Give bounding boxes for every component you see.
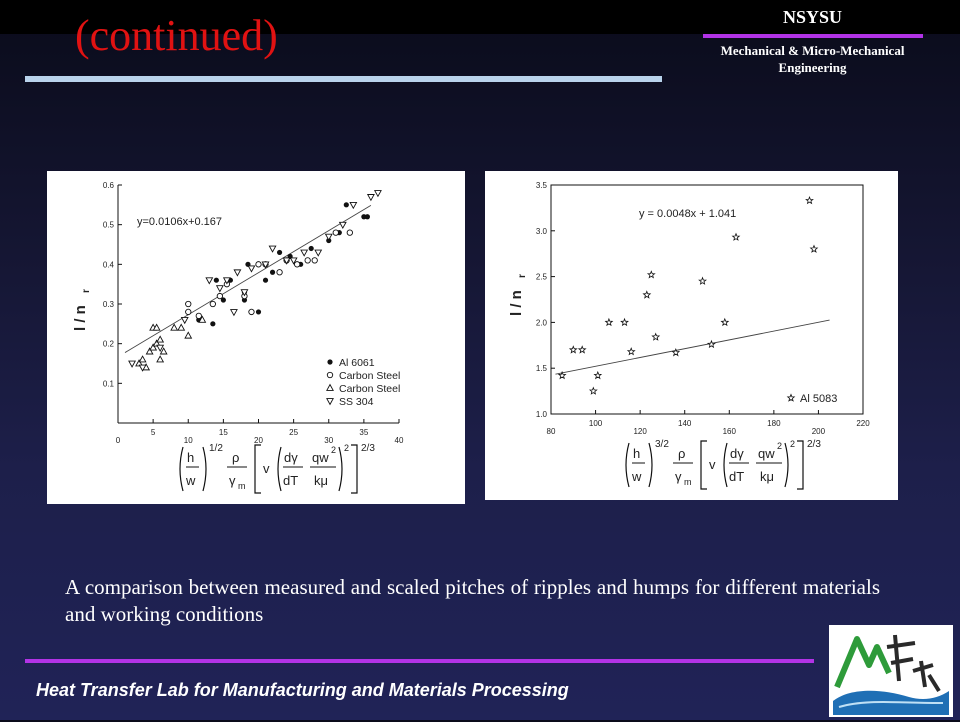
- x-tick-label: 80: [546, 427, 556, 436]
- data-point: [129, 361, 135, 367]
- x-tick-label: 15: [218, 428, 228, 437]
- data-point: [788, 395, 795, 401]
- fit-equation: y=0.0106x+0.167: [137, 216, 223, 228]
- fit-line: [555, 320, 829, 374]
- y-tick-label: 2.0: [535, 318, 547, 328]
- data-point: [309, 246, 314, 251]
- x-tick-label: 30: [324, 436, 334, 445]
- xlabel-exponent-1: 1/2: [209, 443, 223, 454]
- data-point: [234, 270, 240, 276]
- data-point: [333, 230, 338, 235]
- data-point: [248, 266, 254, 272]
- legend-label: SS 304: [339, 396, 374, 408]
- data-point: [217, 286, 223, 292]
- data-point: [157, 356, 163, 362]
- xlabel-kmu: kμ: [314, 473, 328, 488]
- x-tick-label: 180: [767, 419, 781, 428]
- institution-divider: [703, 34, 923, 38]
- data-point: [344, 202, 349, 207]
- chart-panel-right: [485, 171, 898, 500]
- xlabel-gamma: γ: [229, 473, 236, 488]
- data-point: [579, 346, 586, 352]
- data-point: [139, 356, 145, 362]
- y-tick-label: 0.5: [102, 220, 114, 230]
- data-point: [590, 388, 597, 394]
- footer-divider: [25, 659, 814, 663]
- data-point: [375, 191, 381, 197]
- xlabel-qw-exponent: 2: [331, 445, 337, 455]
- data-point: [196, 313, 201, 318]
- xlabel-paren-left: [180, 447, 183, 491]
- legend-label: Carbon Steel: [339, 383, 401, 395]
- data-point: [171, 324, 177, 330]
- xlabel-paren-left: [626, 443, 629, 487]
- data-point: [327, 399, 333, 405]
- xlabel-v: v: [709, 457, 716, 472]
- xlabel-gamma-sub: m: [684, 477, 692, 487]
- data-point: [277, 270, 282, 275]
- xlabel-w: w: [632, 469, 642, 484]
- data-point: [570, 346, 577, 352]
- xlabel-qw: qw: [758, 446, 775, 461]
- xlabel-paren-right-2: [785, 443, 788, 487]
- xlabel-bracket-left: [701, 441, 707, 489]
- xlabel-rho: ρ: [232, 450, 240, 465]
- chart-right: [485, 171, 898, 500]
- data-point: [628, 348, 635, 354]
- xlabel-bracket-left: [255, 445, 261, 493]
- chart-panel-left: [47, 171, 465, 504]
- data-point: [249, 309, 254, 314]
- y-axis-label: [508, 274, 528, 316]
- legend-label: Carbon Steel: [339, 370, 401, 382]
- y-tick-label: 3.5: [535, 181, 547, 190]
- department-line-2: Engineering: [778, 60, 847, 75]
- xlabel-paren-left-2: [724, 443, 727, 487]
- data-point: [368, 195, 374, 201]
- y-axis-label-text: l / n: [72, 305, 89, 331]
- data-point: [263, 278, 268, 283]
- data-point: [347, 230, 352, 235]
- data-point: [312, 258, 317, 263]
- data-point: [210, 321, 215, 326]
- y-axis-label-sub: r: [517, 274, 528, 278]
- data-point: [644, 291, 651, 297]
- xlabel-dgamma: dγ: [730, 446, 744, 461]
- chart-left: [47, 171, 465, 504]
- data-point: [178, 324, 184, 330]
- y-tick-label: 2.5: [535, 272, 547, 282]
- xlabel-dgamma: dγ: [284, 450, 298, 465]
- data-point: [294, 262, 299, 267]
- title-underline: [25, 76, 662, 82]
- x-tick-label: 220: [856, 419, 870, 428]
- data-point: [595, 372, 602, 378]
- xlabel-exponent-3: 2/3: [807, 439, 821, 450]
- data-point: [722, 319, 729, 325]
- x-tick-label: 120: [633, 427, 647, 436]
- xlabel-gamma-sub: m: [238, 481, 246, 491]
- data-point: [327, 372, 332, 377]
- xlabel-bracket-right: [351, 445, 357, 493]
- y-tick-label: 0.4: [102, 260, 114, 270]
- xlabel-bracket-right: [797, 441, 803, 489]
- series-group: [186, 230, 353, 319]
- xlabel-exponent-2: 2: [344, 443, 350, 453]
- data-point: [606, 319, 613, 325]
- legend-label: Al 5083: [800, 393, 838, 405]
- xlabel-h: h: [187, 450, 195, 465]
- x-tick-label: 160: [722, 427, 736, 436]
- xlabel-dT: dT: [283, 473, 299, 488]
- data-point: [210, 301, 215, 306]
- y-tick-label: 0.3: [102, 300, 114, 309]
- xlabel-exponent-1: 3/2: [655, 439, 669, 450]
- y-tick-label: 1.5: [535, 364, 547, 374]
- data-point: [648, 271, 655, 277]
- data-point: [326, 234, 332, 240]
- xlabel-v: v: [263, 461, 270, 476]
- xlabel-paren-right-2: [339, 447, 342, 491]
- data-point: [806, 197, 813, 203]
- xlabel-exponent-3: 2/3: [361, 443, 375, 454]
- y-tick-label: 0.6: [102, 181, 114, 190]
- xlabel-h: h: [633, 446, 641, 461]
- chart-group: [508, 181, 870, 489]
- x-tick-label: 200: [811, 427, 826, 436]
- x-tick-label: 0: [115, 436, 121, 445]
- institution-name: NSYSU: [782, 7, 843, 27]
- university-logo: [829, 625, 953, 717]
- xlabel-qw: qw: [312, 450, 329, 465]
- xlabel-paren-right: [203, 447, 206, 491]
- data-point: [277, 250, 282, 255]
- department-line-1: Mechanical & Micro-Mechanical: [720, 43, 905, 58]
- y-axis-label-sub: r: [81, 289, 92, 293]
- data-point: [217, 293, 222, 298]
- x-tick-label: 100: [588, 419, 603, 428]
- chart-group: [72, 181, 404, 493]
- xlabel-qw-exponent: 2: [777, 441, 783, 451]
- xlabel-paren-left-2: [278, 447, 281, 491]
- x-tick-label: 25: [289, 428, 299, 437]
- series-group: [136, 316, 206, 369]
- x-tick-label: 5: [150, 428, 156, 437]
- series-group: [196, 202, 370, 326]
- data-point: [206, 278, 212, 284]
- xlabel-dT: dT: [729, 469, 745, 484]
- data-point: [182, 317, 188, 323]
- y-tick-label: 0.1: [102, 379, 114, 389]
- data-point: [305, 258, 310, 263]
- data-point: [186, 301, 191, 306]
- data-point: [350, 202, 356, 208]
- data-point: [231, 310, 237, 316]
- data-point: [340, 222, 346, 228]
- y-axis-label-text: l / n: [508, 290, 525, 316]
- x-tick-label: 140: [678, 419, 692, 428]
- y-axis-label: [72, 289, 92, 331]
- data-point: [256, 309, 261, 314]
- data-point: [327, 359, 332, 364]
- fit-equation: y = 0.0048x + 1.041: [639, 208, 737, 220]
- slide-title: (continued): [75, 11, 278, 60]
- data-point: [315, 250, 321, 256]
- data-point: [327, 385, 333, 391]
- xlabel-w: w: [186, 473, 196, 488]
- data-point: [621, 319, 628, 325]
- xlabel-kmu: kμ: [760, 469, 774, 484]
- data-point: [256, 262, 261, 267]
- x-tick-label: 10: [183, 436, 193, 445]
- y-tick-label: 0.2: [102, 339, 114, 349]
- x-tick-label: 40: [394, 436, 404, 445]
- mountain-logo-icon: [829, 625, 953, 717]
- data-point: [270, 270, 275, 275]
- data-point: [301, 250, 307, 256]
- footer-lab-name: Heat Transfer Lab for Manufacturing and Materials Processing: [36, 680, 569, 700]
- figure-caption: A comparison between measured and scaled pitches of ripples and humps for different materials and working conditions: [65, 575, 880, 626]
- xlabel-gamma: γ: [675, 469, 682, 484]
- data-point: [811, 246, 818, 252]
- data-point: [708, 341, 715, 347]
- data-point: [185, 332, 191, 338]
- y-tick-label: 1.0: [535, 410, 547, 419]
- institution-block: [690, 6, 935, 76]
- x-tick-label: 20: [254, 436, 263, 445]
- data-point: [652, 334, 659, 340]
- data-point: [214, 278, 219, 283]
- x-tick-label: 35: [359, 428, 369, 437]
- data-point: [733, 234, 740, 240]
- xlabel-exponent-2: 2: [790, 439, 796, 449]
- data-point: [699, 278, 706, 284]
- data-point: [269, 246, 275, 252]
- data-point: [157, 336, 163, 342]
- xlabel-rho: ρ: [678, 446, 686, 461]
- legend-label: Al 6061: [339, 357, 375, 369]
- y-tick-label: 3.0: [535, 226, 547, 236]
- series-group: [559, 197, 818, 394]
- xlabel-paren-right: [649, 443, 652, 487]
- data-point: [365, 214, 370, 219]
- data-point: [186, 309, 191, 314]
